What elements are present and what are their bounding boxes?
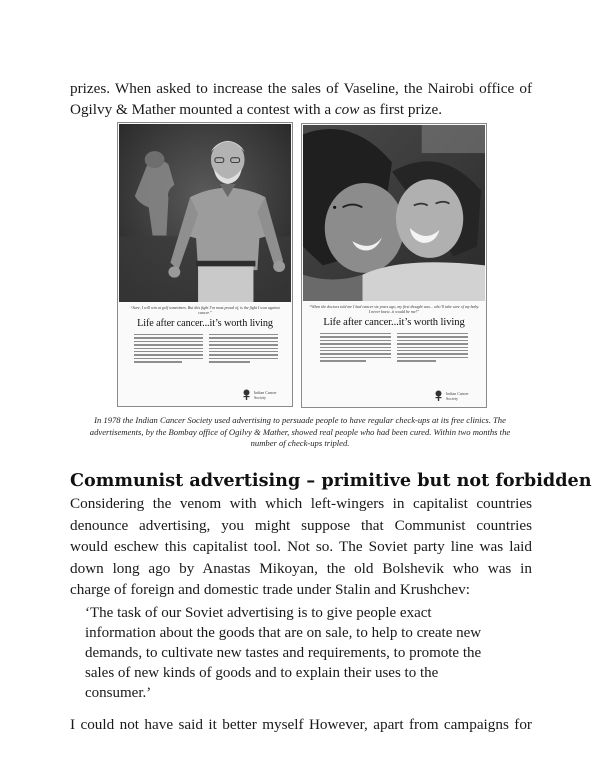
mikoyan-blockquote — [85, 603, 525, 703]
cancer-society-logo-icon — [434, 390, 443, 401]
mother-daughter-photo-illustration — [303, 125, 485, 301]
quote-line: demands, to cultivate new tastes and requirements, to promote the — [85, 645, 482, 661]
closing-line: I could not have said it better myself However, apart from campaigns for — [70, 716, 532, 733]
ad-copy-column — [320, 333, 391, 364]
paragraph-line: would eschew this capitalist tool. Not so. The Soviet party line was laid — [70, 538, 532, 556]
quote-line: sales of new kinds of goods and to explain their uses to the — [85, 665, 439, 681]
ad-copy-column — [209, 334, 278, 365]
ad-headline: Life after cancer...it’s worth living — [137, 318, 273, 329]
paragraph-line: charge of foreign and domestic trade under Stalin and Krushchev: — [70, 581, 470, 599]
ad-headline: Life after cancer...it’s worth living — [323, 317, 465, 328]
man-photo-illustration — [119, 124, 291, 302]
cancer-ad-mother-daughter — [301, 123, 487, 408]
quote-line: consumer.’ — [85, 685, 152, 701]
photo-mother-daughter — [303, 125, 485, 301]
ad-sponsor: Indian Cancer Society — [446, 390, 469, 401]
ad-sponsor: Indian Cancer Society — [254, 389, 277, 400]
paragraph-line: down long ago by Anastas Mikoyan, the old Bolshevik who was in — [70, 559, 532, 577]
paragraph-line: denounce advertising, you might suppose that Communist countries — [70, 516, 532, 534]
section-heading: Communist advertising – primitive but not forbidden — [70, 470, 592, 491]
section-paragraph — [70, 493, 532, 601]
closing-paragraph — [70, 714, 532, 735]
cancer-society-logo-icon — [242, 389, 251, 400]
ad-copy-column — [134, 334, 203, 365]
ad-footer — [434, 390, 476, 401]
caption-line: advertisements, by the Bombay office of Ogilvy & Mather, showed real people who had been cured. Within two months the — [89, 426, 511, 437]
ad-pullquote: “Sure, I will win at golf sometimes. But this fight I’m most proud of, is the fight I won against cancer.” — [130, 305, 280, 315]
ad-pullquote: “When the doctors told me I had cancer six years ago, my first thought was... who’ll take care of my baby. I never knew...it would be me!” — [308, 304, 480, 314]
quote-line: ‘The task of our Soviet advertising is to give people exact — [85, 605, 432, 621]
photo-man-walking — [119, 124, 291, 302]
figure-caption — [80, 415, 520, 450]
paragraph-line: Considering the venom with which left-wingers in capitalist countries — [70, 495, 532, 512]
intro-line-2: Ogilvy & Mather mounted a contest with a cow as first prize. — [70, 101, 443, 118]
ad-copy-column — [397, 333, 468, 364]
emphasis-cow: cow — [334, 101, 360, 118]
intro-line-1: prizes. When asked to increase the sales of Vaseline, the Nairobi office of — [70, 80, 532, 97]
ad-footer — [242, 389, 284, 400]
caption-line: number of check-ups tripled. — [250, 438, 350, 449]
cancer-ad-man — [117, 122, 293, 407]
quote-line: information about the goods that are on sale, to help to create new — [85, 625, 482, 641]
ad-body-copy — [320, 333, 468, 364]
ad-body-copy — [134, 334, 278, 365]
caption-line: In 1978 the Indian Cancer Society used advertising to persuade people to have regular check-ups at its free clinics. The — [94, 415, 506, 425]
intro-paragraph — [70, 78, 532, 120]
